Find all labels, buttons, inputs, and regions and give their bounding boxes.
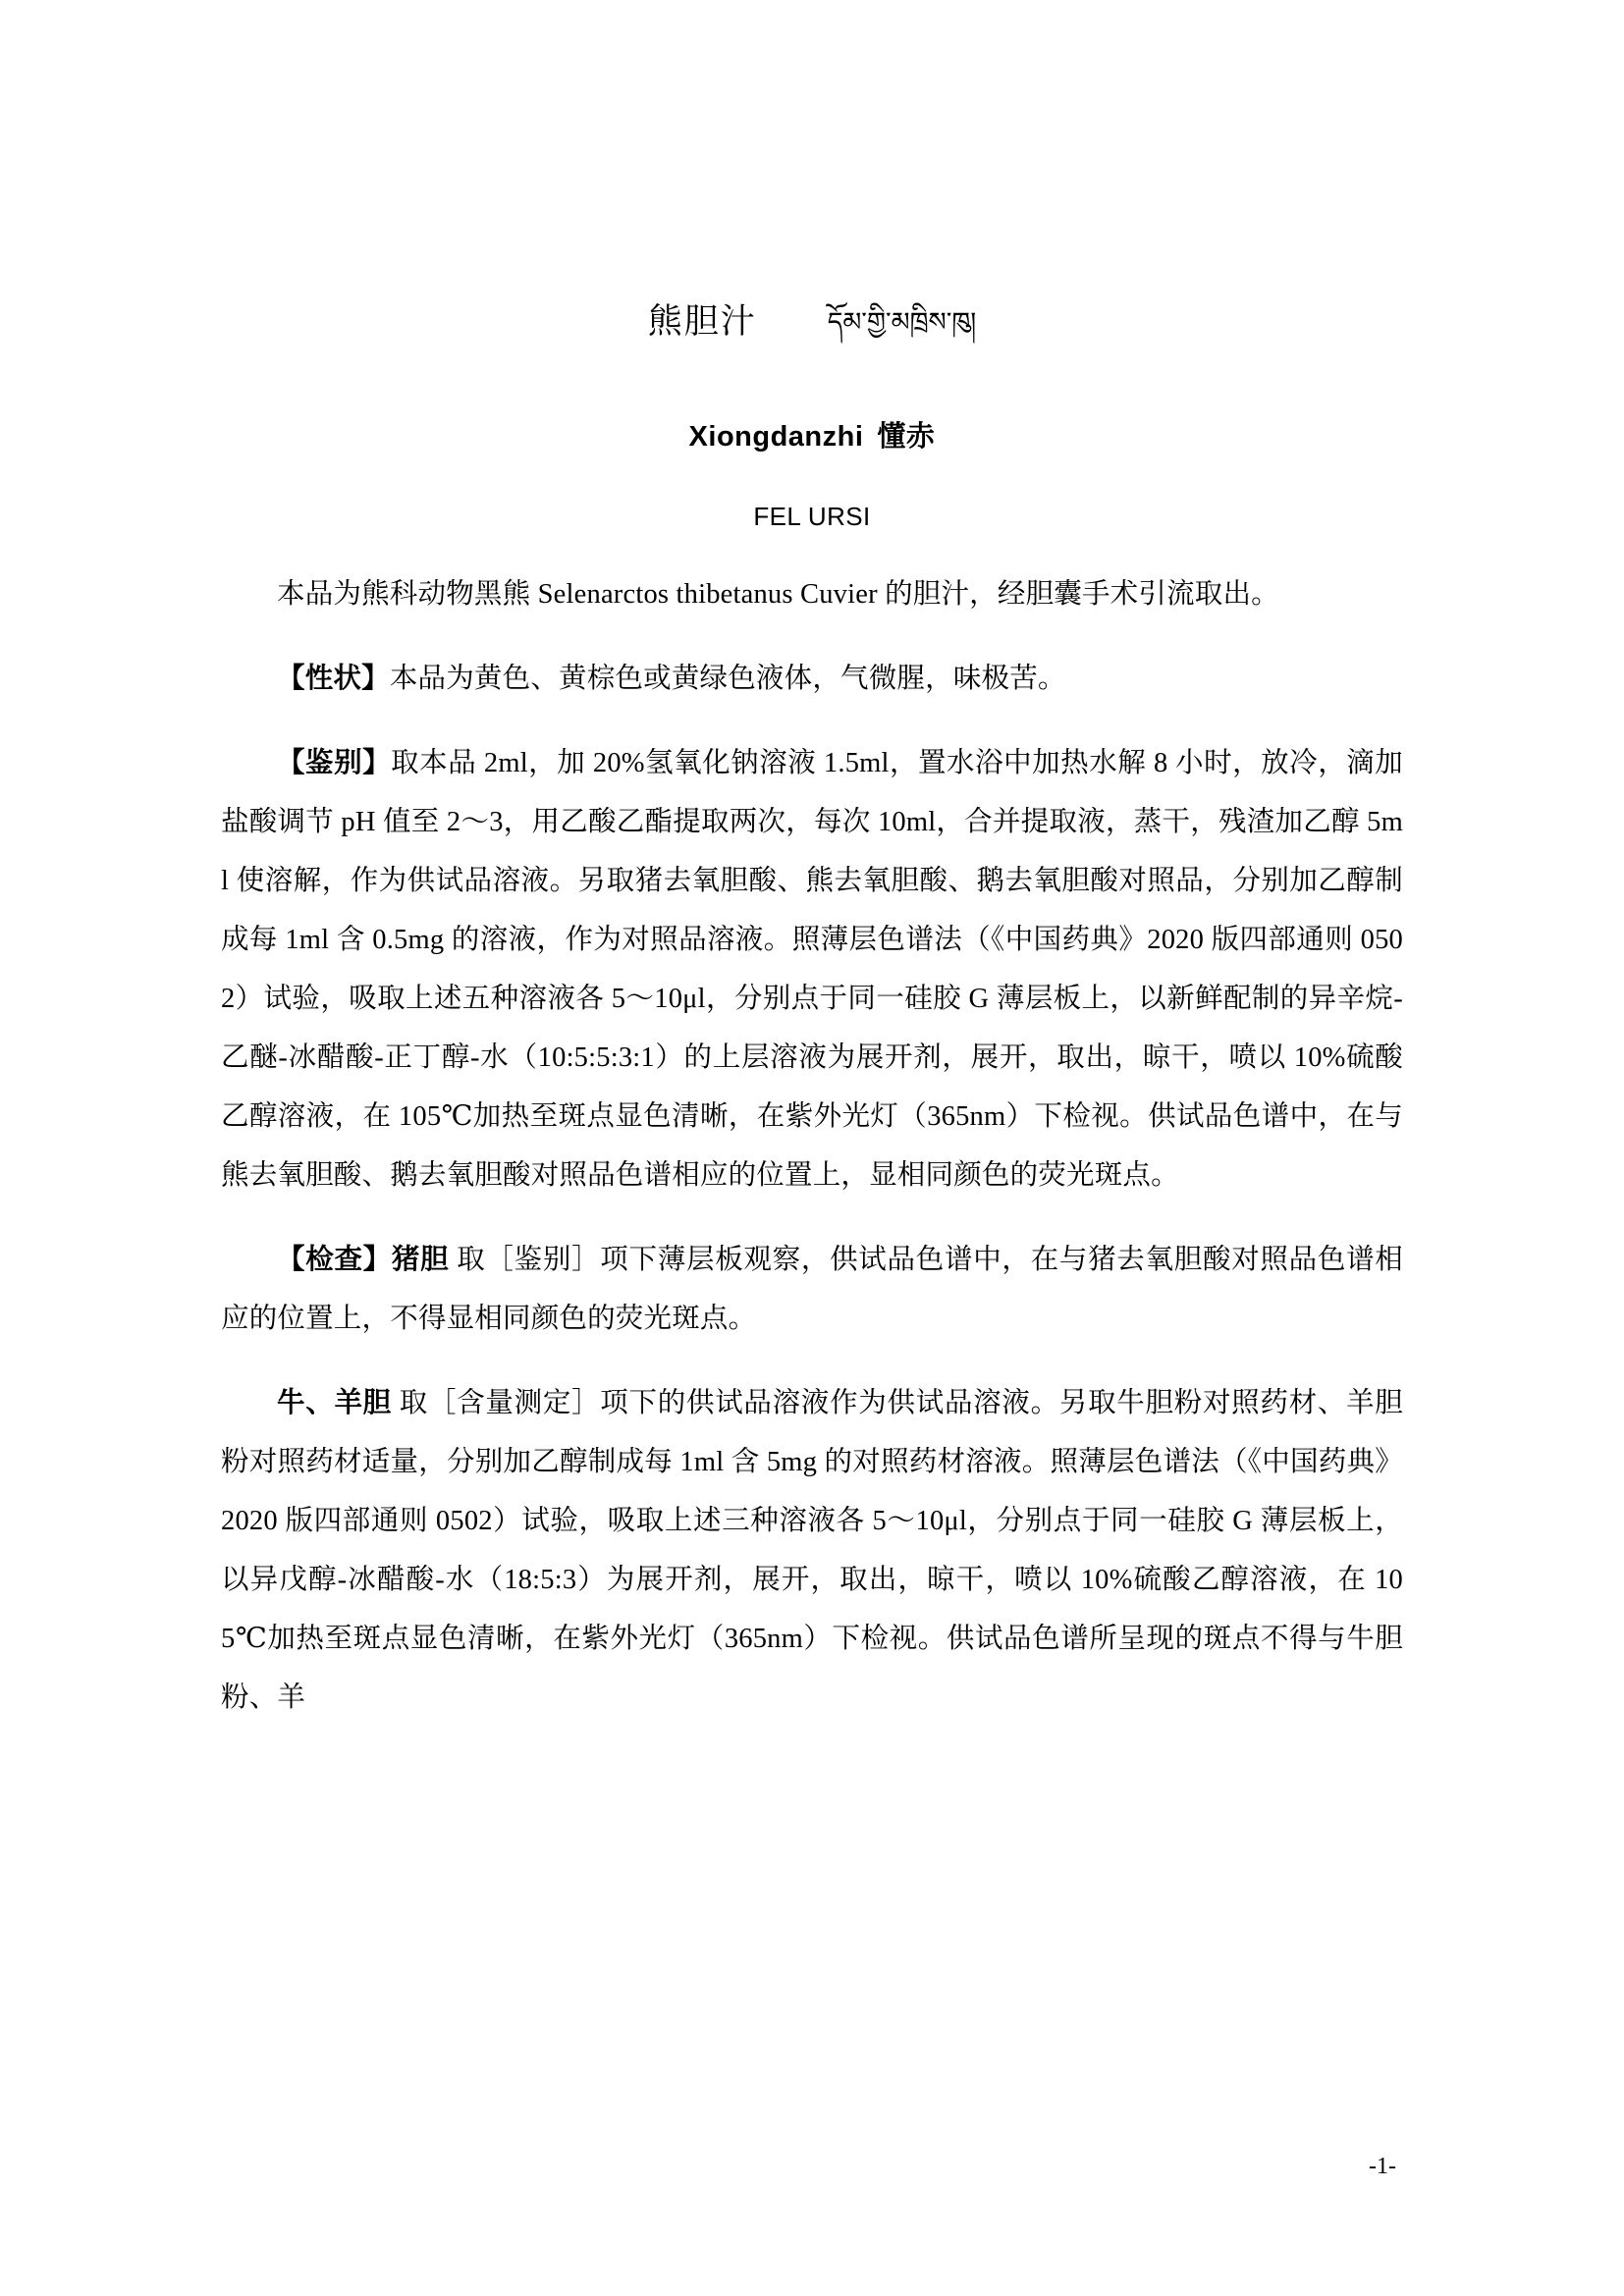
document-body — [221, 565, 1403, 1728]
page-title-tibetan: དོམ་གྱི་མཁྲིས་ཁུ། — [827, 307, 977, 338]
subtitle-row — [221, 414, 1403, 454]
subsection-label-niuyangdan: 牛、羊胆 — [277, 1388, 392, 1418]
title-row — [221, 294, 1403, 369]
paragraph-xingzhuang — [221, 650, 1403, 709]
section-label-jiancha: 【检查】 — [277, 1245, 392, 1275]
page-title-pinyin: Xiongdanzhi — [688, 421, 864, 453]
page-subtitle-chinese: 懂赤 — [877, 421, 936, 453]
latin-name: FEL URSI — [753, 502, 871, 531]
section-text-jianbie: 取本品 2ml，加 20%氢氧化钠溶液 1.5ml，置水浴中加热水解 8 小时，放冷，滴加盐酸调节 pH 值至 2～3，用乙酸乙酯提取两次，每次 10ml，合并提取液，蒸干，残渣加乙醇 5ml 使溶解，作为供试品溶液。另取猪去氧胆酸、熊去氧胆酸、鹅去氧胆酸对照品，分别加乙醇制成每 1ml 含 0.5mg 的溶液，作为对照品溶液。照薄层色谱法（《中国药典》2020 版四部通则 0502）试验，吸取上述五种溶液各 5～10μl，分别点于同一硅胶 G 薄层板上，以新鲜配制的异辛烷-乙醚-冰醋酸-正丁醇-水（10:5:5:3:1）的上层溶液为展开剂，展开，取出，晾干，喷以 10%硫酸乙醇溶液，在 105℃加热至斑点显色清晰，在紫外光灯（365nm）下检视。供试品色谱中，在与熊去氧胆酸、鹅去氧胆酸对照品色谱相应的位置上，显相同颜色的荧光斑点。 — [221, 748, 1403, 1191]
section-text-xingzhuang: 本品为黄色、黄棕色或黄绿色液体，气微腥，味极苦。 — [389, 664, 1066, 694]
subsection-label-zhudan: 猪胆 — [391, 1245, 450, 1275]
page-number: -1- — [1369, 2154, 1396, 2179]
paragraph-jiancha-niuyangdan — [221, 1374, 1403, 1728]
section-label-jianbie: 【鉴别】 — [277, 748, 392, 778]
page-title-chinese: 熊胆汁 — [647, 302, 757, 341]
subsection-text-niuyangdan: 取［含量测定］项下的供试品溶液作为供试品溶液。另取牛胆粉对照药材、羊胆粉对照药材适量，分别加乙醇制成每 1ml 含 5mg 的对照药材溶液。照薄层色谱法（《中国药典》2020 版四部通则 0502）试验，吸取上述三种溶液各 5～10μl，分别点于同一硅胶 G 薄层板上，以异戊醇-冰醋酸-水（18:5:3）为展开剂，展开，取出，晾干，喷以 10%硫酸乙醇溶液，在 105℃加热至斑点显色清晰，在紫外光灯（365nm）下检视。供试品色谱所呈现的斑点不得与牛胆粉、羊 — [221, 1388, 1403, 1713]
paragraph-intro: 本品为熊科动物黑熊 Selenarctos thibetanus Cuvier 的胆汁，经胆囊手术引流取出。 — [277, 579, 1279, 610]
section-label-xingzhuang: 【性状】 — [277, 664, 390, 694]
paragraph-jiancha-zhudan — [221, 1231, 1403, 1349]
paragraph-jianbie — [221, 734, 1403, 1205]
subsection-text-zhudan: 取［鉴别］项下薄层板观察，供试品色谱中，在与猪去氧胆酸对照品色谱相应的位置上，不得显相同颜色的荧光斑点。 — [221, 1245, 1403, 1334]
